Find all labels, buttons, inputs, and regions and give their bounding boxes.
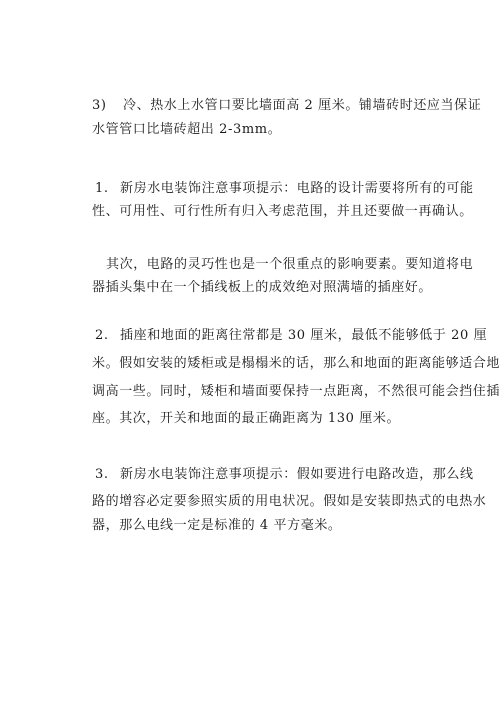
paragraph-5-line-3: 器，那么电线一定是标准的 4 平方毫米。 bbox=[92, 518, 342, 533]
paragraph-3-line-2: 器插头集中在一个插线板上的成效绝对照满墙的插座好。 bbox=[92, 280, 433, 295]
paragraph-1-text-1: 冷、热水上水管口要比墙面高 2 厘米。铺墙砖时还应当保证 bbox=[123, 98, 482, 113]
paragraph-3-line-1: 其次，电路的灵巧性也是一个很重点的影响要素。要知道将电 bbox=[106, 257, 474, 272]
paragraph-4-text-1: 插座和地面的距离往常都是 30 厘米，最低不能够低于 20 厘 bbox=[120, 328, 488, 343]
paragraph-5-text-1: 新房水电装饰注意事项提示：假如要进行电路改造，那么线 bbox=[120, 467, 474, 482]
paragraph-4-line-4: 座。其次，开关和地面的最正确距离为 130 厘米。 bbox=[92, 411, 401, 426]
paragraph-1-number: 3) bbox=[92, 98, 107, 113]
paragraph-4-line-3: 调高一些。同时，矮柜和墙面要保持一点距离，不然很可能会挡住插 bbox=[92, 384, 500, 399]
paragraph-1-line-1 bbox=[92, 98, 481, 114]
paragraph-5-line-1 bbox=[92, 467, 474, 483]
paragraph-2-line-1 bbox=[92, 181, 474, 197]
paragraph-2-line-2: 性、可用性、可行性所有归入考虑范围，并且还要做一再确认。 bbox=[92, 204, 473, 219]
paragraph-4-line-2: 米。假如安装的矮柜或是榻榻米的话，那么和地面的距离能够适合地 bbox=[92, 356, 500, 371]
paragraph-4-number: 2. bbox=[95, 328, 109, 343]
paragraph-5-line-2: 路的增容必定要参照实质的用电状况。假如是安装即热式的电热水 bbox=[92, 494, 487, 509]
paragraph-5-number: 3. bbox=[95, 467, 109, 482]
paragraph-4-line-1 bbox=[92, 328, 487, 344]
paragraph-2-text-1: 新房水电装饰注意事项提示：电路的设计需要将所有的可能 bbox=[120, 181, 474, 196]
paragraph-2-number: 1. bbox=[95, 181, 109, 196]
paragraph-1-line-2: 水管管口比墙砖超出 2-3mm。 bbox=[92, 122, 282, 137]
